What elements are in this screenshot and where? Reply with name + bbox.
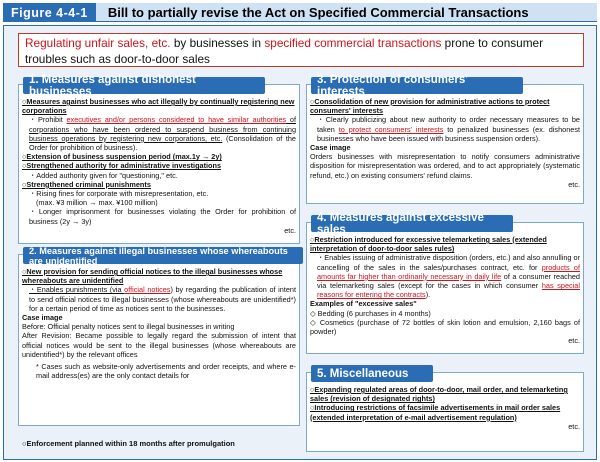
s3-etc: etc. xyxy=(568,179,580,189)
s5-item1-title: ○Expanding regulated areas of door-to-door, mail order, and telemarketing sales (revision of designated rights) xyxy=(310,385,568,404)
figure-tag: Figure 4-4-1 xyxy=(3,3,96,22)
intro-box xyxy=(18,33,584,67)
intro-text-2: by businesses in xyxy=(170,36,265,50)
s4-item1-e: ). xyxy=(425,290,431,300)
s2-item1-c: ) by regarding the publication of intent to send official notices to illegal businesses (whose whereabouts are unidentified*) for a certain period of time as notices sent to the businesses. xyxy=(29,285,296,313)
s1-item1-d: (Consolidation of the Order for prohibition of business). xyxy=(29,133,296,153)
s3-item1-b: to protect consumers' interests xyxy=(338,124,444,134)
s1-etc: etc. xyxy=(284,225,296,235)
section5-body xyxy=(310,385,580,431)
s4-ex1: ◇ Bedding (6 purchases in 4 months) xyxy=(310,308,431,318)
s3-item1-a: ・Clearly publicizing about new authority to order necessary measures to be taken xyxy=(317,115,580,134)
s4-item1-d: has special reasons for entering the contracts xyxy=(317,281,580,300)
section2-heading: 2. Measures against illegal businesses whose whereabouts are unidentified xyxy=(23,247,303,264)
s2-item1-title: ○New provision for sending official notices to the illegal businesses whose whereabouts are unidentified xyxy=(22,267,283,286)
s1-item4-a: ・Rising fines for corporate with misrepresentation, etc. xyxy=(29,189,209,199)
s4-item1-b: products of amounts far higher than ordinarily necessary in daily life xyxy=(317,262,580,281)
s4-examples-title: Examples of "excessive sales" xyxy=(310,299,417,309)
s4-etc: etc. xyxy=(568,336,580,346)
s1-item1-title: ○Measures against businesses who act illegally by continually registering new corporations xyxy=(22,97,295,116)
section3-body xyxy=(310,97,580,189)
section3-heading: 3. Protection of consumers' interests xyxy=(311,77,523,94)
figure-title: Bill to partially revise the Act on Specified Commercial Transactions xyxy=(96,3,597,22)
enforcement-note: ○Enforcement planned within 18 months after promulgation xyxy=(22,439,235,448)
section4-body xyxy=(310,235,580,345)
s1-item4-b: (max. ¥3 million → max. ¥100 million) xyxy=(36,198,158,208)
section2-body xyxy=(22,267,296,380)
s2-item1-b: official notices xyxy=(124,285,171,295)
s1-item3-a: ・Added authority given for "questioning," etc. xyxy=(29,170,178,180)
s4-ex2: ◇ Cosmetics (purchase of 72 bottles of skin lotion and emulsion, 2,160 bags of powder) xyxy=(310,317,580,337)
s3-item1-title: ○Consolidation of new provision for administrative actions to protect consumers' interests xyxy=(310,97,550,116)
s4-item1-text xyxy=(310,253,580,299)
section1-body xyxy=(22,97,296,235)
section4-heading: 4. Measures against excessive sales xyxy=(311,215,513,232)
s5-etc: etc. xyxy=(568,421,580,431)
s3-case-text: Orders businesses with misrepresentation to notify consumers administrative disposition for misrepresentation was ordered, and to act appropriately (systematic refund, etc.) on existing consumers' refund claims. xyxy=(310,152,580,180)
s2-footnote: * Cases such as website-only advertisements and order receipts, and where e-mail address(es) are the only contact details for xyxy=(36,362,296,381)
s3-item1-text xyxy=(310,115,580,143)
s1-item4-title: ○Strengthened criminal punishments xyxy=(22,179,151,189)
intro-text-4: prone to consumer troubles such as door-to-door sales xyxy=(25,36,544,66)
s2-case-before: Before: Official penalty notices sent to illegal businesses in writing xyxy=(22,322,235,332)
s5-item2-title: ○Introducing restrictions of facsimile advertisements in mail order sales (extended interpretation of e-mail advertisement regulation) xyxy=(310,403,561,422)
intro-red-1: Regulating unfair sales, etc. xyxy=(25,36,171,50)
s4-item1-title: ○Restriction introduced for excessive telemarketing sales (extended interpretation of door-to-door sales rules) xyxy=(310,235,547,254)
figure-title-bar xyxy=(3,3,597,22)
s1-item1-c: of corporations who have been ordered to suspend business from continuing business operations by registering new corporations, etc. xyxy=(29,115,296,143)
s2-item1-a: ・Enables punishments (via xyxy=(29,285,125,295)
section1-heading: 1. Measures against dishonest businesses xyxy=(23,77,265,94)
s4-item1-a: ・Enables issuing of administrative disposition (orders, etc.) and also annulling or cancelling of the sales in the sales/purchases contract, etc. for xyxy=(317,253,580,272)
s1-item3-title: ○Strengthened authority for administrative investigations xyxy=(22,161,222,171)
s2-item1-text xyxy=(22,285,296,313)
intro-red-3: specified commercial transactions xyxy=(264,36,442,50)
s2-case-after: After Revision: Became possible to legally regard the submission of intent that official notices would be sent to the illegal businesses (whose whereabouts are unidentified*) by the relevant offices xyxy=(22,331,296,359)
s1-item1-b: executives and/or persons considered to have similar authorities xyxy=(66,115,287,125)
s1-item4-c: ・Longer imprisonment for businesses violating the Order for prohibition of business (2y → 3y) xyxy=(29,207,296,226)
s2-case-title: Case image xyxy=(22,313,63,323)
s1-item1-a: ・Prohibit xyxy=(29,115,67,125)
s1-item2-title: ○Extension of business suspension period (max.1y → 2y) xyxy=(22,152,222,162)
s3-item1-c: to penalized businesses (ex. dishonest businesses who have been issued with business suspension orders). xyxy=(317,124,580,143)
s1-item1-text xyxy=(22,115,296,152)
s4-item1-c: of a consumer reached via telemarketing sales (except for the cases in which consumer xyxy=(317,271,580,291)
s3-case-title: Case image xyxy=(310,143,351,153)
section5-heading: 5. Miscellaneous xyxy=(311,365,433,382)
